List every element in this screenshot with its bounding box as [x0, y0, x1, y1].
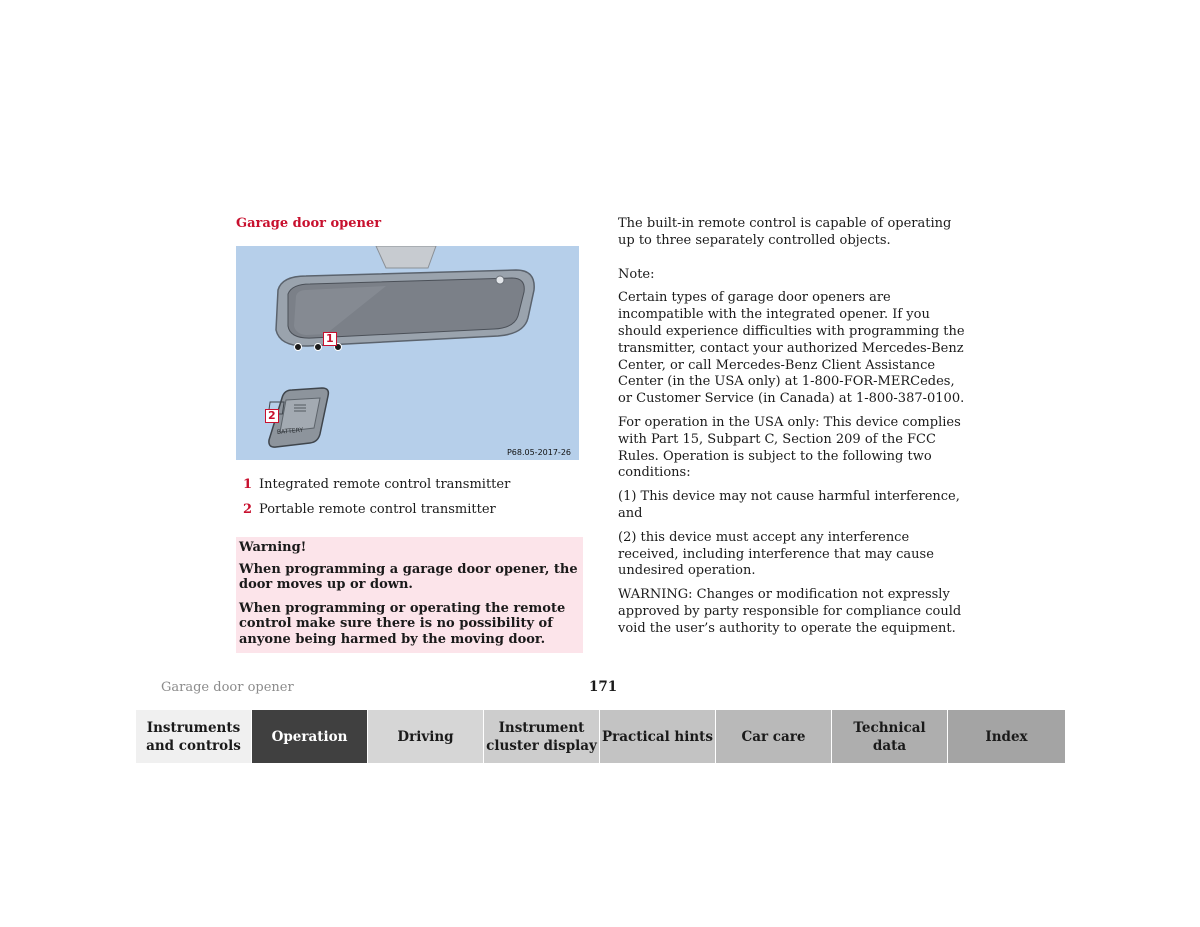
warning-paragraph: When programming or operating the remote control make sure there is no possibility of anyone being harmed by the moving door. — [239, 600, 566, 647]
battery-label: BATTERY — [276, 426, 304, 436]
tab-label: Index — [985, 728, 1028, 745]
tab-label: and controls — [146, 737, 241, 754]
legend-item — [236, 502, 496, 517]
body-paragraph: WARNING: Changes or modification not expressly approved by party responsible for compliance could void the user’s authority to operate the equipment. — [618, 587, 962, 636]
body-paragraph: (1) This device may not cause harmful interference, and — [618, 489, 960, 521]
page-number: 171 — [589, 679, 618, 695]
tab-technical-data[interactable] — [832, 710, 948, 763]
tab-operation[interactable] — [252, 710, 368, 763]
legend-text: Integrated remote control transmitter — [259, 477, 511, 492]
tab-label: Practical hints — [602, 728, 713, 745]
figure-caption: P68.05-2017-26 — [506, 448, 571, 457]
tab-label: Instrument — [498, 719, 585, 736]
body-paragraph: The built-in remote control is capable of operating up to three separately controlled objects. — [618, 216, 952, 248]
warning-box — [236, 537, 583, 653]
legend-number: 1 — [243, 477, 253, 492]
tab-car-care[interactable] — [716, 710, 832, 763]
legend-number: 2 — [243, 502, 253, 517]
callout-2: 2 — [265, 409, 279, 423]
tab-label: Car care — [741, 728, 806, 745]
mirror-drawing — [236, 246, 579, 460]
tab-instruments-and-controls[interactable] — [136, 710, 252, 763]
warning-title: Warning! — [239, 540, 307, 555]
callout-1: 1 — [323, 332, 337, 346]
mirror-illustration — [236, 246, 579, 460]
note-label: Note: — [618, 266, 655, 282]
section-title: Garage door opener — [236, 216, 382, 231]
tab-label: cluster display — [486, 737, 597, 754]
body-paragraph: For operation in the USA only: This device complies with Part 15, Subpart C, Section 209 of the FCC Rules. Operation is subject to the following two conditions: — [618, 414, 961, 481]
body-paragraph: (2) this device must accept any interference received, including interference that may cause undesired operation. — [618, 529, 934, 579]
tab-driving[interactable] — [368, 710, 484, 763]
tab-practical-hints[interactable] — [600, 710, 716, 763]
tab-label: Technical — [853, 719, 926, 736]
tab-label: Operation — [271, 728, 348, 745]
tab-label: data — [872, 737, 907, 754]
tab-index[interactable] — [948, 710, 1065, 763]
legend-item — [236, 477, 510, 492]
nav-tabs — [136, 710, 1065, 763]
body-text-column — [618, 216, 968, 645]
tab-instrument-cluster-display[interactable] — [484, 710, 600, 763]
body-paragraph: Certain types of garage door openers are incompatible with the integrated opener. If you should experience difficulties with programming the transmitter, contact your authorized Mercedes-Benz Center, or call Mercedes-Benz Client Assistance Center (in the USA only) at 1-800-FOR-MERCedes, or Customer Service (in Canada) at 1-800-387-0100. — [618, 290, 965, 407]
legend-text: Portable remote control transmitter — [259, 502, 496, 517]
tab-label: Driving — [397, 728, 454, 745]
footer-section-label: Garage door opener — [161, 680, 294, 695]
warning-paragraph: When programming a garage door opener, the door moves up or down. — [239, 561, 578, 592]
tab-label: Instruments — [146, 719, 241, 736]
